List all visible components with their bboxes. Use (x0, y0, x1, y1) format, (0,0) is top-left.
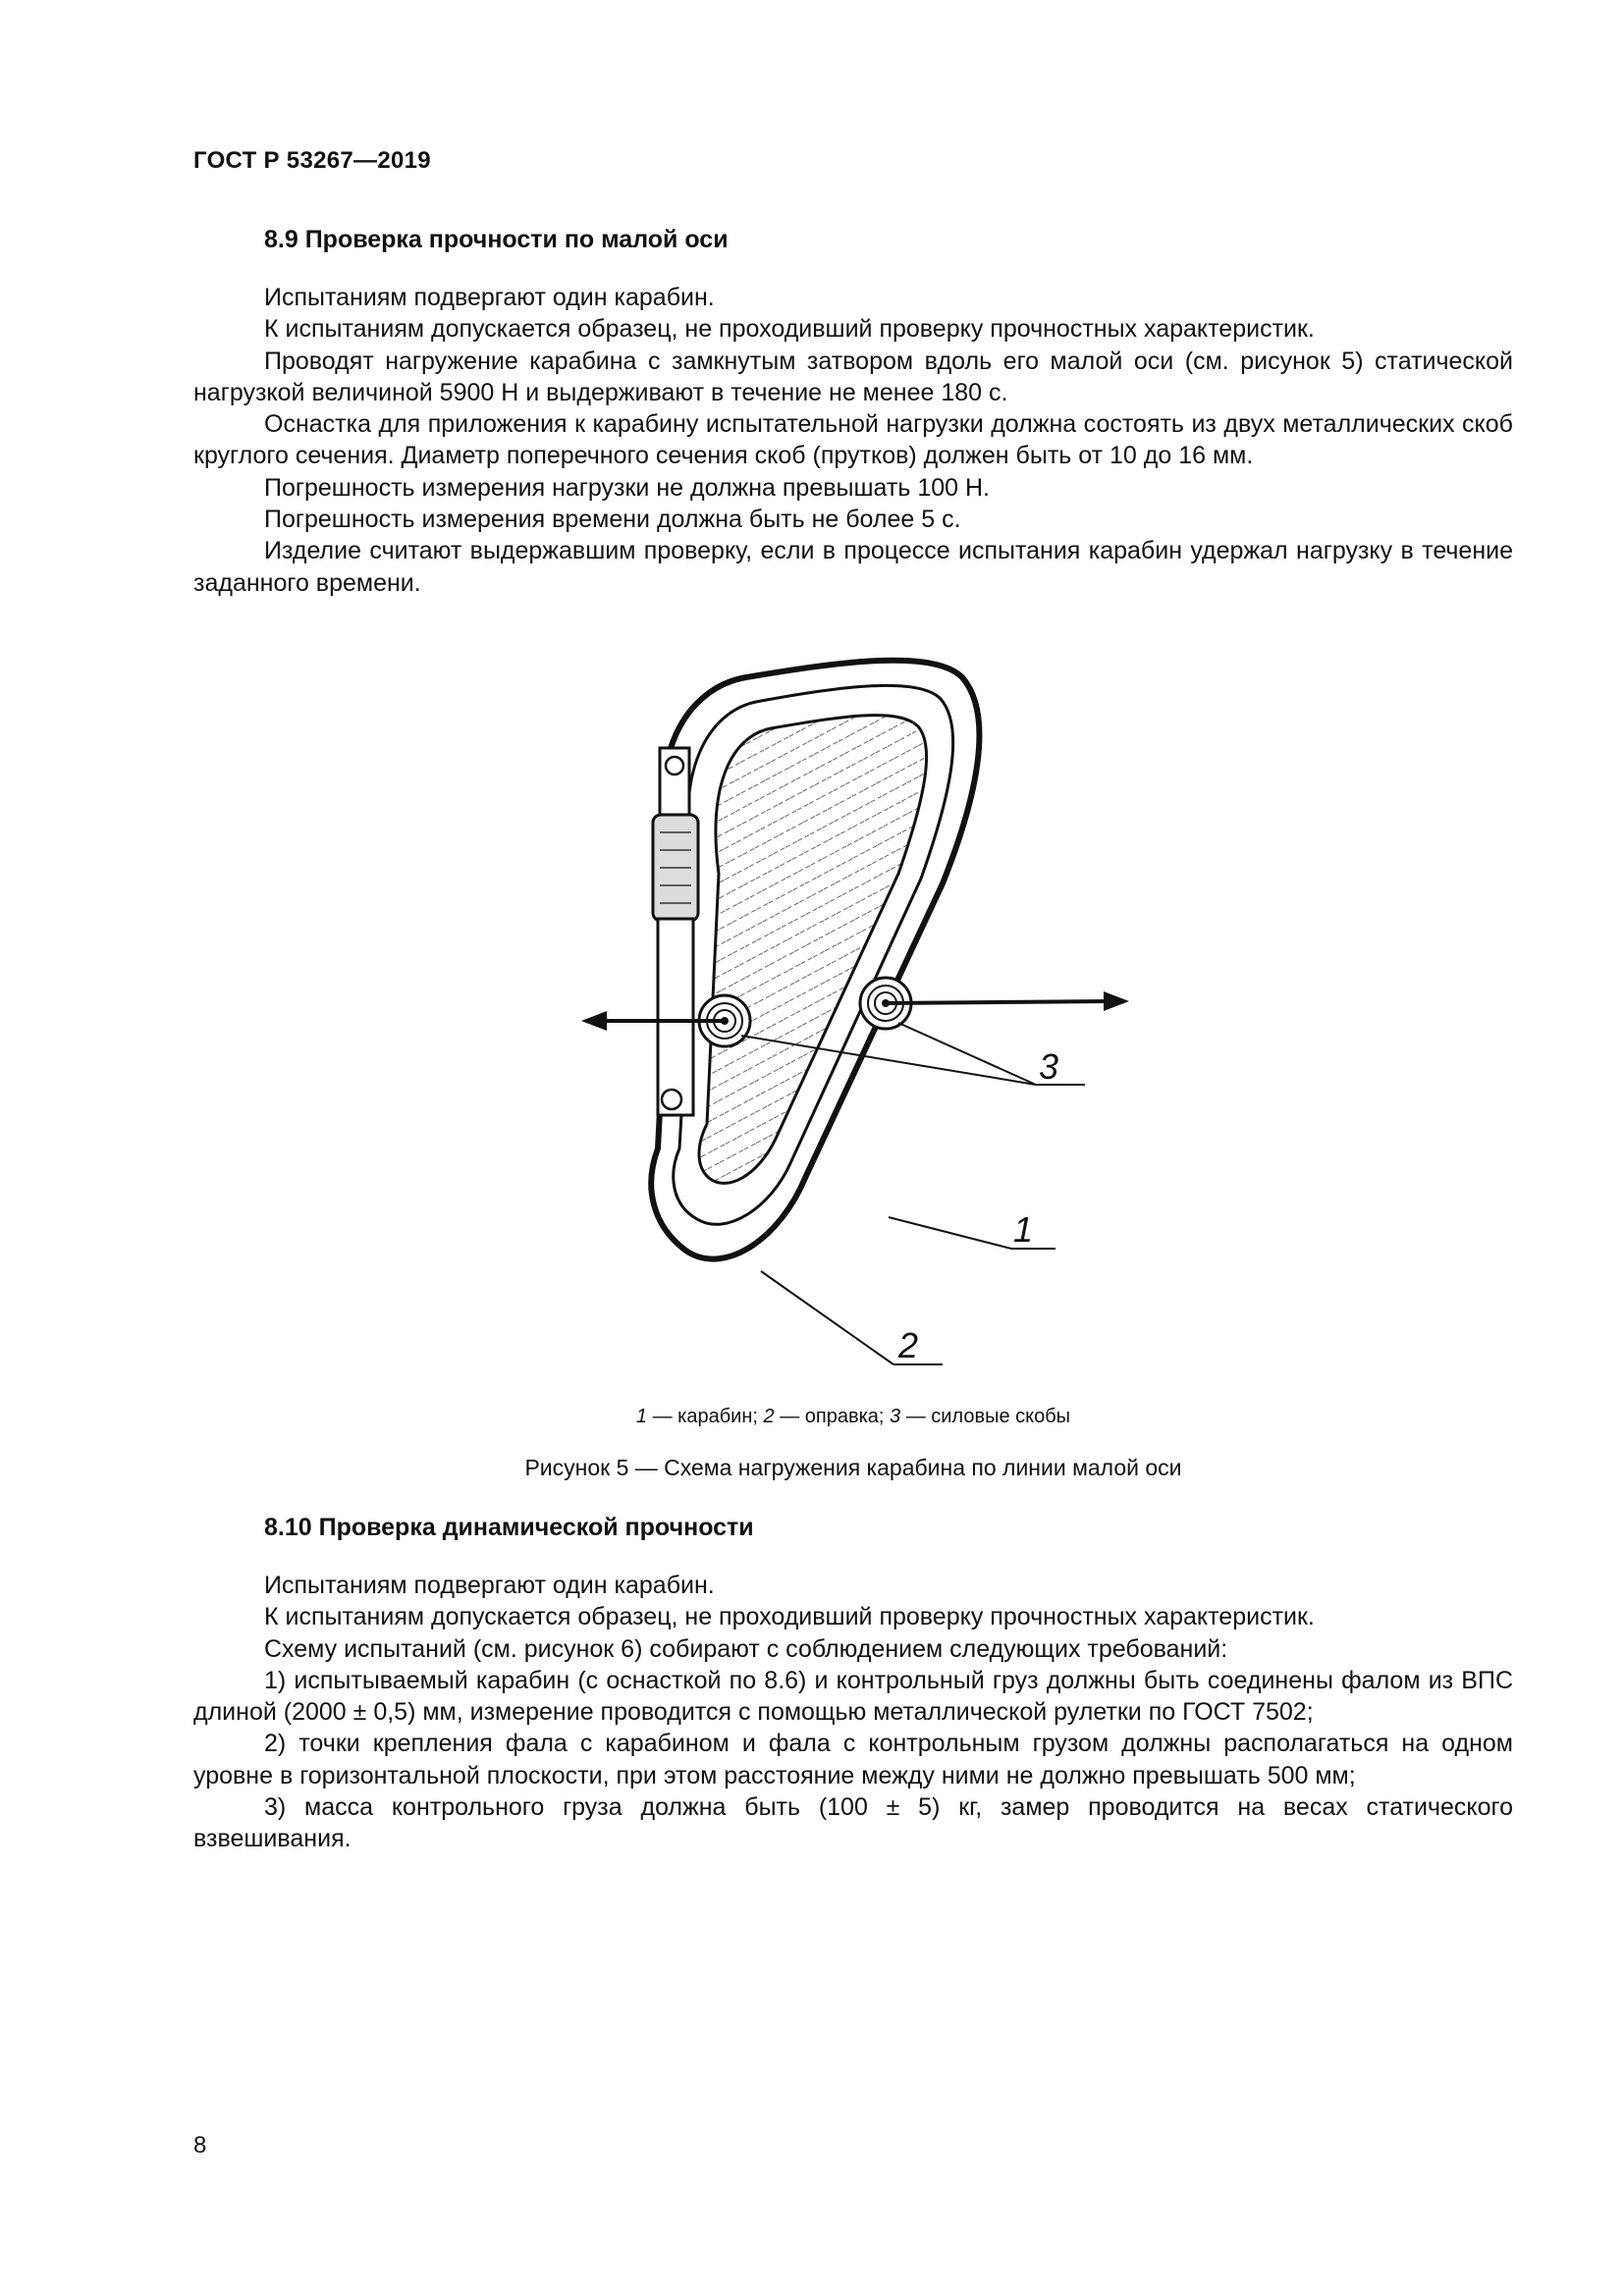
document-header: ГОСТ Р 53267—2019 (193, 147, 431, 174)
paragraph: К испытаниям допускается образец, не проходивший проверку прочностных характеристик. (264, 1603, 1315, 1631)
paragraph: Изделие считают выдержавшим проверку, если в процессе испытания карабин удержал нагрузку в течение заданного времени. (193, 537, 1513, 597)
paragraph: Погрешность измерения времени должна быть не более 5 с. (264, 506, 961, 534)
leader-line-1 (889, 1217, 1011, 1249)
legend-text-3: — силовые скобы (900, 1406, 1071, 1427)
callout-3: 3 (1039, 1046, 1059, 1087)
figure-caption: Рисунок 5 — Схема нагружения карабина по линии малой оси (524, 1455, 1182, 1480)
figure-legend (193, 1406, 1513, 1428)
section-title: 8.9 Проверка прочности по малой оси (264, 226, 729, 253)
paragraph: Испытаниям подвергают один карабин. (264, 284, 715, 311)
paragraph: К испытаниям допускается образец, не проходивший проверку прочностных характеристик. (264, 315, 1315, 344)
section-title: 8.10 Проверка динамической прочности (264, 1514, 754, 1541)
paragraph: Испытаниям подвергают один карабин. (264, 1572, 715, 1599)
callout-1: 1 (1013, 1209, 1034, 1250)
paragraph: Погрешность измерения нагрузки не должна превышать 100 Н. (264, 473, 990, 502)
legend-num-1: 1 (635, 1406, 648, 1427)
carabiner-body (651, 661, 979, 1259)
leader-line-3b (898, 1023, 1036, 1085)
legend-text-2: — оправка; (774, 1406, 891, 1427)
paragraph: 1) испытываемый карабин (с оснасткой по 8.6) и контрольный груз должны быть соединены фалом из ВПС длиной (2000 ± 0,5) мм, измерение проводится с помощью металлической рулетки по ГОСТ 7502; (193, 1666, 1513, 1727)
carabiner-gate (653, 748, 698, 1115)
section-8-10 (193, 1509, 1513, 1855)
paragraph: Оснастка для приложения к карабину испытательной нагрузки должна состоять из двух металлических скоб круглого сечения. Диаметр поперечного сечения скоб (прутков) должен быть от 10 до 16 мм. (193, 410, 1513, 470)
load-arrow-right (886, 991, 1129, 1011)
paragraph: Проводят нагружение карабина с замкнутым затвором вдоль его малой оси (см. рисунок 5) статической нагрузкой величиной 5900 Н и выдерживают в течение не менее 180 с. (193, 347, 1513, 406)
paragraph: 3) масса контрольного груза должна быть (100 ± 5) кг, замер проводится на весах статического взвешивания. (193, 1793, 1513, 1853)
paragraph: 2) точки крепления фала с карабином и фала с контрольным грузом должны располагаться на одном уровне в горизонтальной плоскости, при этом расстояние между ними не должно превышать 500 мм; (193, 1730, 1513, 1789)
carabiner-figure (550, 638, 1159, 1414)
legend-num-3: 3 (890, 1406, 901, 1427)
paragraph: Схему испытаний (см. рисунок 6) собирают с соблюдением следующих требований: (264, 1634, 1228, 1663)
page-number: 8 (193, 2132, 207, 2159)
legend-text-1: — карабин; (647, 1406, 764, 1427)
leader-line-2 (761, 1271, 893, 1364)
section-8-9 (193, 221, 1513, 599)
callout-2: 2 (898, 1325, 919, 1365)
legend-num-2: 2 (763, 1406, 775, 1427)
